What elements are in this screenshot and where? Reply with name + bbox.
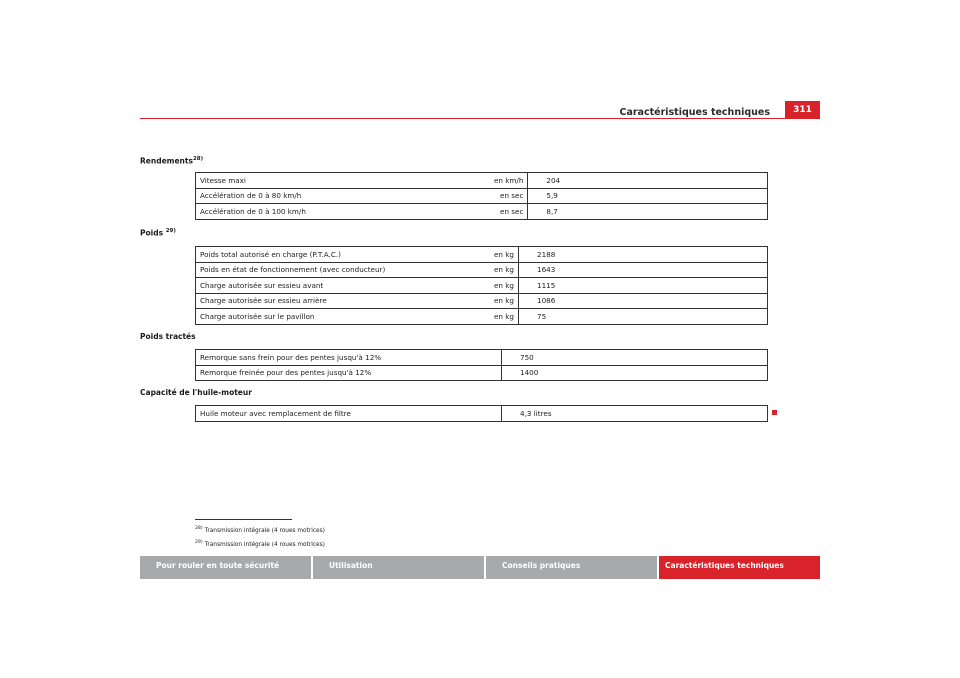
footnote-ref: 28) [195,526,203,531]
row-value: 2188 [519,247,768,263]
footnote-ref: 29) [165,228,176,234]
row-unit: en kg [490,247,519,263]
table-row [196,247,768,263]
section-heading-poids-tractes [140,332,196,341]
row-unit: en kg [490,278,519,294]
row-label: Charge autorisée sur essieu avant [196,278,491,294]
section-heading-rendements [140,156,203,166]
section-title: Poids tractés [140,332,196,341]
page-number-badge: 311 [785,101,820,119]
row-unit: en sec [490,204,528,220]
row-unit: en kg [490,293,519,309]
bottom-nav [140,556,820,579]
footnote-ref: 28) [192,156,204,162]
row-label: Charge autorisée sur le pavillon [196,309,491,325]
table-poids [195,246,768,325]
table-row [196,293,768,309]
row-value: 8,7 [528,204,768,220]
section-title: Rendements [140,156,193,166]
table-row [196,278,768,294]
header-title: Caractéristiques techniques [619,107,770,118]
row-label: Remorque sans frein pour des pentes jusqu'à 12% [196,350,502,366]
row-label: Poids en état de fonctionnement (avec conducteur) [196,262,491,278]
row-unit: en kg [490,309,519,325]
row-label: Remorque freinée pour des pentes jusqu'à 12% [196,365,502,381]
table-row [196,365,768,381]
table-row [196,406,768,422]
row-unit: en sec [490,188,528,204]
tab-caracteristiques-techniques[interactable]: Caractéristiques techniques [659,556,820,579]
footnote-text: Transmission intégrale (4 roues motrices) [204,541,325,548]
row-value: 1086 [519,293,768,309]
table-row [196,309,768,325]
row-label: Accélération de 0 à 100 km/h [196,204,491,220]
tab-conseils-pratiques[interactable]: Conseils pratiques [486,556,657,579]
table-row [196,188,768,204]
row-unit: en kg [490,262,519,278]
tab-utilisation[interactable]: Utilisation [313,556,484,579]
row-value: 1115 [519,278,768,294]
row-value: 204 [528,173,768,189]
table-huile [195,405,768,422]
footnote-text: Transmission intégrale (4 roues motrices) [204,527,325,534]
end-of-section-marker [772,410,777,415]
section-heading-huile [140,388,252,397]
row-label: Poids total autorisé en charge (P.T.A.C.) [196,247,491,263]
row-label: Huile moteur avec remplacement de filtre [196,406,502,422]
row-value: 1400 [502,365,768,381]
table-row [196,173,768,189]
table-row [196,350,768,366]
section-title: Poids [140,228,164,238]
tab-pour-rouler-en-toute-securite[interactable]: Pour rouler en toute sécurité [140,556,311,579]
row-value: 750 [502,350,768,366]
footnote [195,540,325,548]
footnote [195,526,325,534]
section-title: Capacité de l'huile-moteur [140,388,252,397]
row-label: Accélération de 0 à 80 km/h [196,188,491,204]
section-heading-poids [140,228,176,238]
footnote-ref: 29) [195,540,203,545]
table-poids-tractes [195,349,768,381]
table-rendements [195,172,768,220]
row-label: Charge autorisée sur essieu arrière [196,293,491,309]
row-value: 1643 [519,262,768,278]
row-value: 75 [519,309,768,325]
row-label: Vitesse maxi [196,173,491,189]
row-value: 5,9 [528,188,768,204]
row-value: 4,3 litres [502,406,768,422]
table-row [196,262,768,278]
table-row [196,204,768,220]
footnote-divider [195,519,292,520]
row-unit: en km/h [490,173,528,189]
header-divider [140,118,820,119]
